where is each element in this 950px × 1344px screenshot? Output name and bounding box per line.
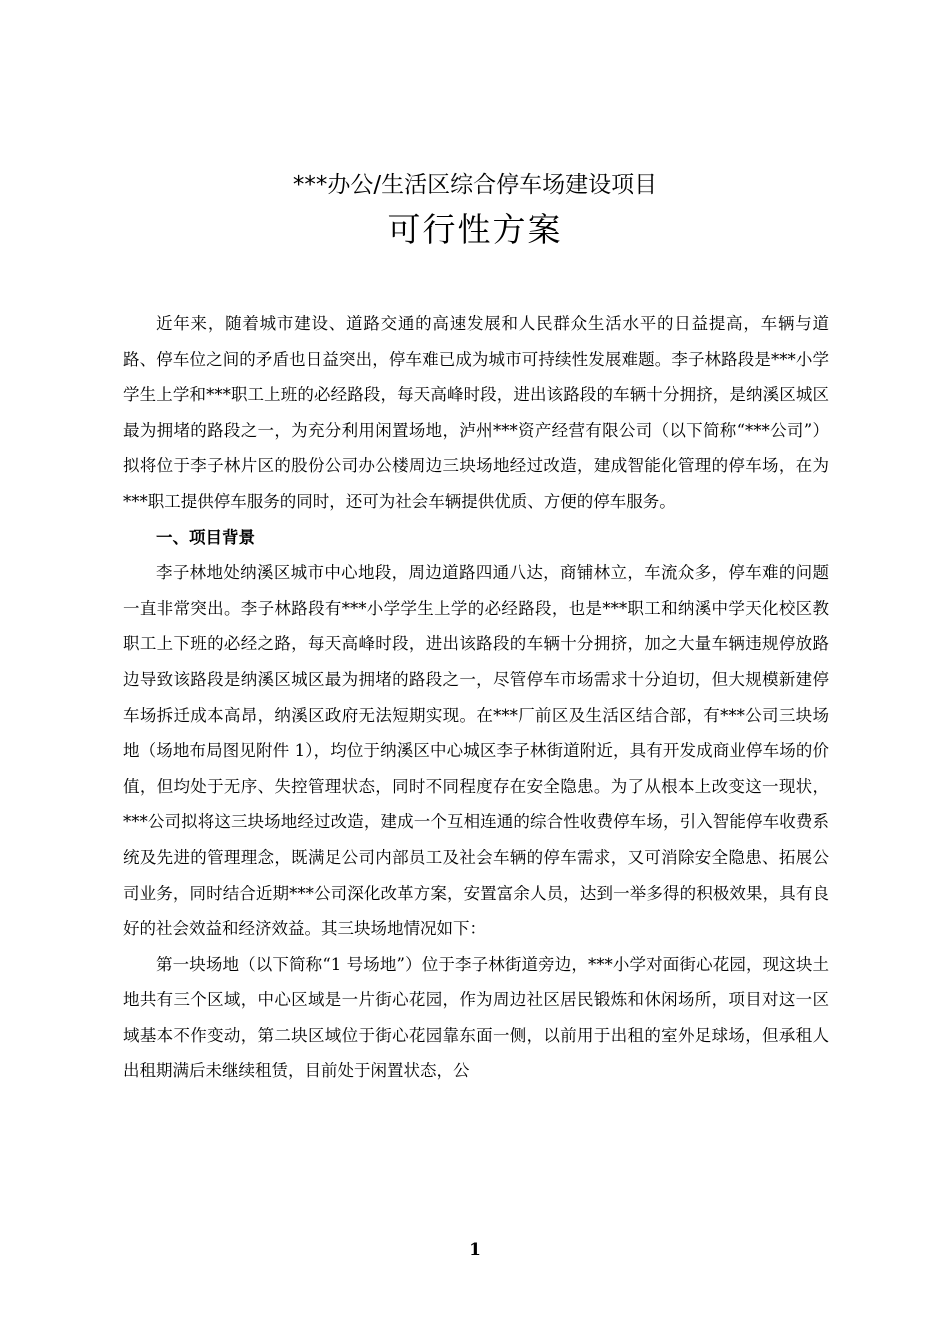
section-paragraph: 第一块场地（以下简称“1 号场地”）位于李子林街道旁边，***小学对面街心花园，现这块土地共有三个区域，中心区域是一片街心花园，作为周边社区居民锻炼和休闲场所，项目对这一区域基本不作变动，第二块区域位于街心花园靠东面一侧，以前用于出租的室外足球场，但承租人出租期满后未继续租赁，目前处于闲置状态，公: [123, 954, 829, 1081]
document-subtitle: 可行性方案: [387, 210, 563, 249]
page-number: 1: [469, 1240, 481, 1260]
section-paragraph: 李子林地处纳溪区城市中心地段，周边道路四通八达，商铺林立，车流众多，停车难的问题一直非常突出。李子林路段有***小学学生上学的必经路段，也是***职工和纳溪中学天化校区教职工上下班的必经之路，每天高峰时段，进出该路段的车辆十分拥挤，加之大量车辆违规停放路边导致该路段是纳溪区城区最为拥堵的路段之一，尽管停车市场需求十分迫切，但大规模新建停车场拆迁成本高昂，纳溪区政府无法短期实现。在***厂前区及生活区结合部，有***公司三块场地（场地布局图见附件 1），均位于纳溪区中心城区李子林街道附近，具有开发成商业停车场的价值，但均处于无序、失控管理状态，同时不同程度存在安全隐患。为了从根本上改变这一现状，***公司拟将这三块场地经过改造，建成一个互相连通的综合性收费停车场，引入智能停车收费系统及先进的管理理念，既满足公司内部员工及社会车辆的停车需求，又可消除安全隐患、拓展公司业务，同时结合近期***公司深化改革方案，安置富余人员，达到一举多得的积极效果，具有良好的社会效益和经济效益。其三块场地情况如下：: [123, 563, 829, 939]
intro-paragraph: 近年来，随着城市建设、道路交通的高速发展和人民群众生活水平的日益提高，车辆与道路、停车位之间的矛盾也日益突出，停车难已成为城市可持续性发展难题。李子林路段是***小学学生上学和***职工上班的必经路段，每天高峰时段，进出该路段的车辆十分拥挤，是纳溪区城区最为拥堵的路段之一，为充分利用闲置场地，泸州***资产经营有限公司（以下简称“***公司”）拟将位于李子林片区的股份公司办公楼周边三块场地经过改造，建成智能化管理的停车场，在为***职工提供停车服务的同时，还可为社会车辆提供优质、方便的停车服务。: [123, 314, 829, 511]
document-title: ***办公/生活区综合停车场建设项目: [292, 172, 658, 198]
document-body: [123, 306, 829, 1089]
section-heading: 一、项目背景: [156, 527, 255, 547]
